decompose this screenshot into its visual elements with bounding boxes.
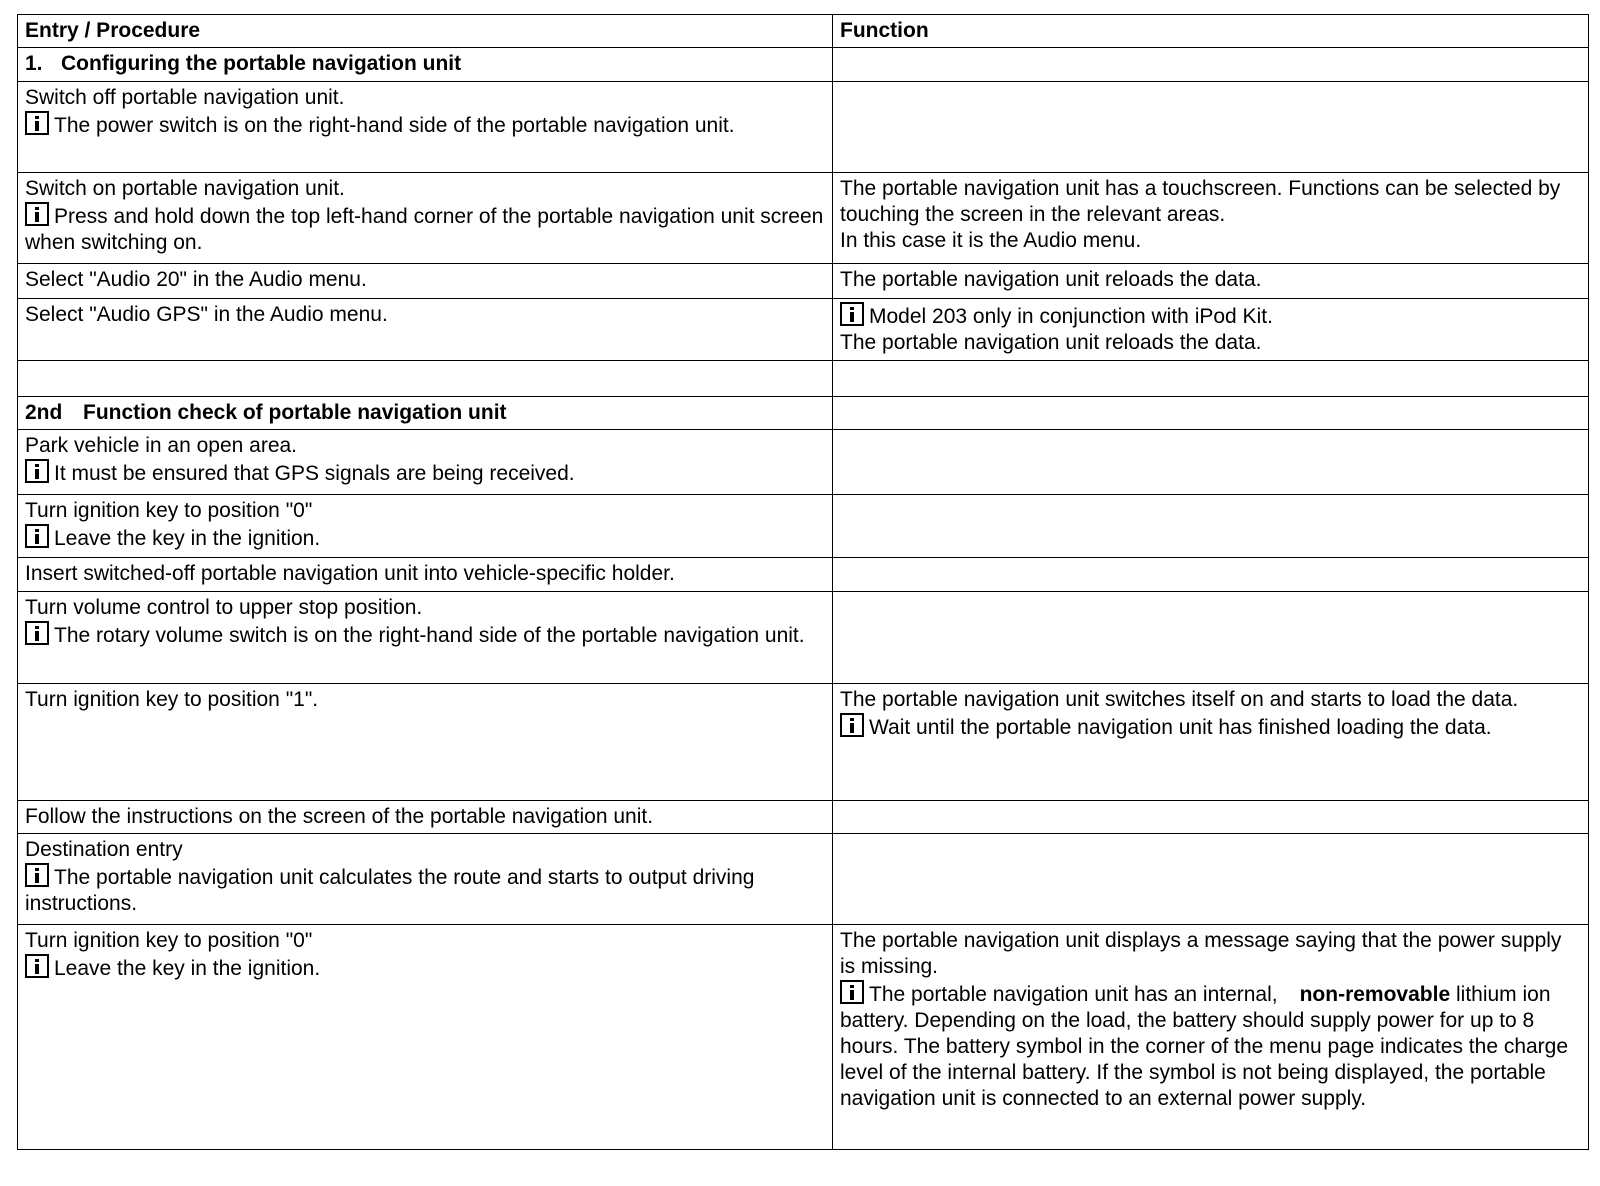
entry-cell — [18, 495, 833, 558]
table-row — [18, 430, 1589, 495]
function-cell — [833, 430, 1589, 495]
function-cell — [833, 299, 1589, 361]
entry-cell — [18, 925, 833, 1150]
section-row — [18, 397, 1589, 430]
table-row — [18, 592, 1589, 684]
empty-cell — [833, 397, 1589, 430]
spacer-row — [18, 361, 1589, 397]
header-row — [18, 15, 1589, 48]
section-number: 2nd — [25, 401, 63, 424]
table-row — [18, 173, 1589, 264]
entry-text: Destination entry — [25, 838, 183, 861]
info-note: Leave the key in the ignition. — [54, 957, 321, 980]
entry-text: Select "Audio 20" in the Audio menu. — [25, 268, 367, 291]
entry-text: Park vehicle in an open area. — [25, 434, 298, 457]
table-row — [18, 684, 1589, 801]
info-icon — [25, 459, 49, 483]
info-note: Leave the key in the ignition. — [54, 527, 321, 550]
info-note: The portable navigation unit calculates the route and starts to output driving instructions. — [25, 866, 755, 915]
entry-cell — [18, 430, 833, 495]
info-icon — [25, 954, 49, 978]
procedure-table — [17, 14, 1589, 1150]
empty-cell — [18, 361, 833, 397]
entry-text: Follow the instructions on the screen of the portable navigation unit. — [25, 805, 654, 828]
table-row — [18, 495, 1589, 558]
empty-cell — [833, 48, 1589, 82]
table-row — [18, 925, 1589, 1150]
entry-cell — [18, 82, 833, 173]
section-number: 1. — [25, 52, 43, 75]
entry-cell — [18, 173, 833, 264]
function-text: The portable navigation unit has a touchscreen. Functions can be selected by touching the screen in the relevant areas. — [840, 177, 1561, 226]
header-entry-procedure: Entry / Procedure — [18, 15, 833, 48]
function-cell — [833, 925, 1589, 1150]
info-note: Model 203 only in conjunction with iPod Kit. — [869, 305, 1273, 328]
info-icon — [25, 621, 49, 645]
function-cell — [833, 684, 1589, 801]
info-note: It must be ensured that GPS signals are being received. — [54, 462, 575, 485]
info-icon — [25, 202, 49, 226]
table-row — [18, 264, 1589, 299]
entry-text: Switch on portable navigation unit. — [25, 177, 345, 200]
entry-cell — [18, 299, 833, 361]
info-icon — [840, 713, 864, 737]
entry-cell — [18, 834, 833, 925]
section-title-cell — [18, 48, 833, 82]
entry-text: Switch off portable navigation unit. — [25, 86, 345, 109]
function-cell — [833, 558, 1589, 592]
info-icon — [840, 302, 864, 326]
table-row — [18, 82, 1589, 173]
info-note: The portable navigation unit has an internal, — [869, 983, 1278, 1006]
table-row — [18, 299, 1589, 361]
entry-text: Turn volume control to upper stop position. — [25, 596, 423, 619]
entry-text: Insert switched-off portable navigation unit into vehicle-specific holder. — [25, 562, 675, 585]
function-text: The portable navigation unit displays a message saying that the power supply is missing. — [840, 929, 1562, 978]
info-note: Wait until the portable navigation unit has finished loading the data. — [869, 716, 1492, 739]
section-title-cell — [18, 397, 833, 430]
info-note: The rotary volume switch is on the right-hand side of the portable navigation unit. — [54, 624, 805, 647]
empty-cell — [833, 361, 1589, 397]
entry-cell — [18, 801, 833, 834]
entry-cell — [18, 592, 833, 684]
info-icon — [25, 863, 49, 887]
info-note-continued: lithium ion battery. Depending on the load, the battery should supply power for up to 8 hours. The battery symbol in the corner of the menu page indicates the charge level of the internal battery. If the symbol is not being displayed, the portable navigation unit is connected to an external power supply. — [840, 983, 1569, 1110]
section-title: Configuring the portable navigation unit — [61, 52, 462, 75]
function-cell — [833, 592, 1589, 684]
table-row — [18, 801, 1589, 834]
table-row — [18, 558, 1589, 592]
function-cell — [833, 834, 1589, 925]
function-text: In this case it is the Audio menu. — [840, 229, 1142, 252]
info-note: The power switch is on the right-hand side of the portable navigation unit. — [54, 114, 735, 137]
info-note: Press and hold down the top left-hand corner of the portable navigation unit screen when switching on. — [25, 205, 824, 254]
entry-text: Turn ignition key to position "0" — [25, 929, 313, 952]
section-title: Function check of portable navigation unit — [83, 401, 507, 424]
function-cell — [833, 801, 1589, 834]
entry-text: Select "Audio GPS" in the Audio menu. — [25, 303, 388, 326]
procedure-document — [17, 14, 1588, 1150]
entry-cell — [18, 684, 833, 801]
function-text: The portable navigation unit switches itself on and starts to load the data. — [840, 688, 1519, 711]
entry-text: Turn ignition key to position "1". — [25, 688, 319, 711]
entry-cell — [18, 558, 833, 592]
table-row — [18, 834, 1589, 925]
function-cell — [833, 173, 1589, 264]
header-function: Function — [833, 15, 1589, 48]
function-text: The portable navigation unit reloads the data. — [840, 268, 1262, 291]
section-row — [18, 48, 1589, 82]
info-icon — [840, 980, 864, 1004]
info-icon — [25, 111, 49, 135]
emphasis-text: non-removable — [1299, 983, 1451, 1006]
function-cell — [833, 82, 1589, 173]
function-cell — [833, 495, 1589, 558]
entry-text: Turn ignition key to position "0" — [25, 499, 313, 522]
function-text: The portable navigation unit reloads the data. — [840, 331, 1262, 354]
function-cell — [833, 264, 1589, 299]
entry-cell — [18, 264, 833, 299]
info-icon — [25, 524, 49, 548]
